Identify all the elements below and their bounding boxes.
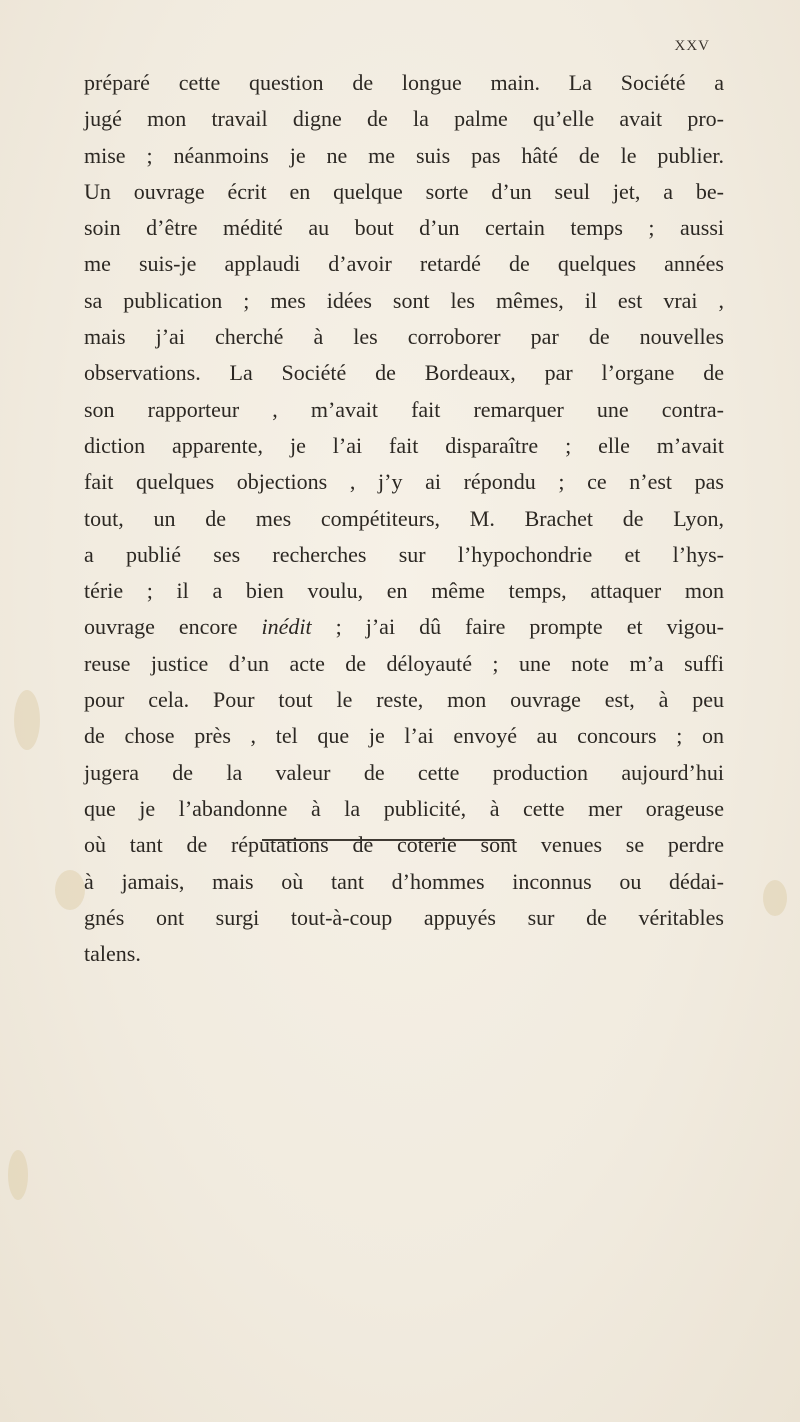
text-line: préparé cette question de longue main. La Société a [84, 70, 724, 95]
section-divider [262, 839, 514, 841]
text-segment: ; j’ai dû faire prompte et vigou- [335, 614, 725, 640]
text-line: de chose près , tel que je l’ai envoyé au concours ; on [84, 723, 724, 749]
text-line: mais j’ai cherché à les corroborer par de nouvelles [84, 324, 724, 350]
page-number: XXV [674, 38, 710, 54]
text-line: Un ouvrage écrit en quelque sorte d’un seul jet, a be- [84, 178, 724, 204]
text-line: talens. [84, 941, 141, 967]
text-line: térie ; il a bien voulu, en même temps, attaquer mon [84, 578, 724, 604]
text-line-with-italic [84, 609, 724, 645]
text-line: jugera de la valeur de cette production aujourd’hui [84, 759, 724, 785]
text-line: tout, un de mes compétiteurs, M. Brachet de Lyon, [84, 505, 724, 531]
paper-stain [8, 1150, 28, 1200]
text-line: observations. La Société de Bordeaux, par l’organe de [84, 360, 724, 386]
text-line: a publié ses recherches sur l’hypochondrie et l’hys- [84, 541, 724, 567]
paper-stain [14, 690, 40, 750]
text-line: à jamais, mais où tant d’hommes inconnus ou dédai- [84, 868, 724, 894]
text-line: soin d’être médité au bout d’un certain temps ; aussi [84, 215, 724, 241]
text-line: fait quelques objections , j’y ai répondu ; ce n’est pas [84, 469, 724, 495]
text-line: jugé mon travail digne de la palme qu’elle avait pro- [84, 106, 724, 132]
text-segment: ouvrage encore [84, 614, 238, 640]
text-line: son rapporteur , m’avait fait remarquer une contra- [84, 396, 724, 422]
italic-word: inédit [261, 614, 312, 640]
text-line: me suis-je applaudi d’avoir retardé de quelques années [84, 251, 724, 277]
paper-stain [763, 880, 787, 916]
text-line: sa publication ; mes idées sont les mêmes, il est vrai , [84, 287, 724, 313]
text-line: que je l’abandonne à la publicité, à cette mer orageuse [84, 795, 724, 821]
body-paragraph [84, 65, 724, 972]
text-line: diction apparente, je l’ai fait disparaître ; elle m’avait [84, 432, 724, 458]
text-line: reuse justice d’un acte de déloyauté ; une note m’a suffi [84, 650, 724, 676]
text-line: gnés ont surgi tout-à-coup appuyés sur de véritables [84, 904, 724, 930]
text-line: où tant de réputations de coterie sont venues se perdre [84, 832, 724, 858]
text-line: pour cela. Pour tout le reste, mon ouvrage est, à peu [84, 687, 724, 713]
paper-stain [55, 870, 85, 910]
text-line: mise ; néanmoins je ne me suis pas hâté de le publier. [84, 142, 724, 168]
